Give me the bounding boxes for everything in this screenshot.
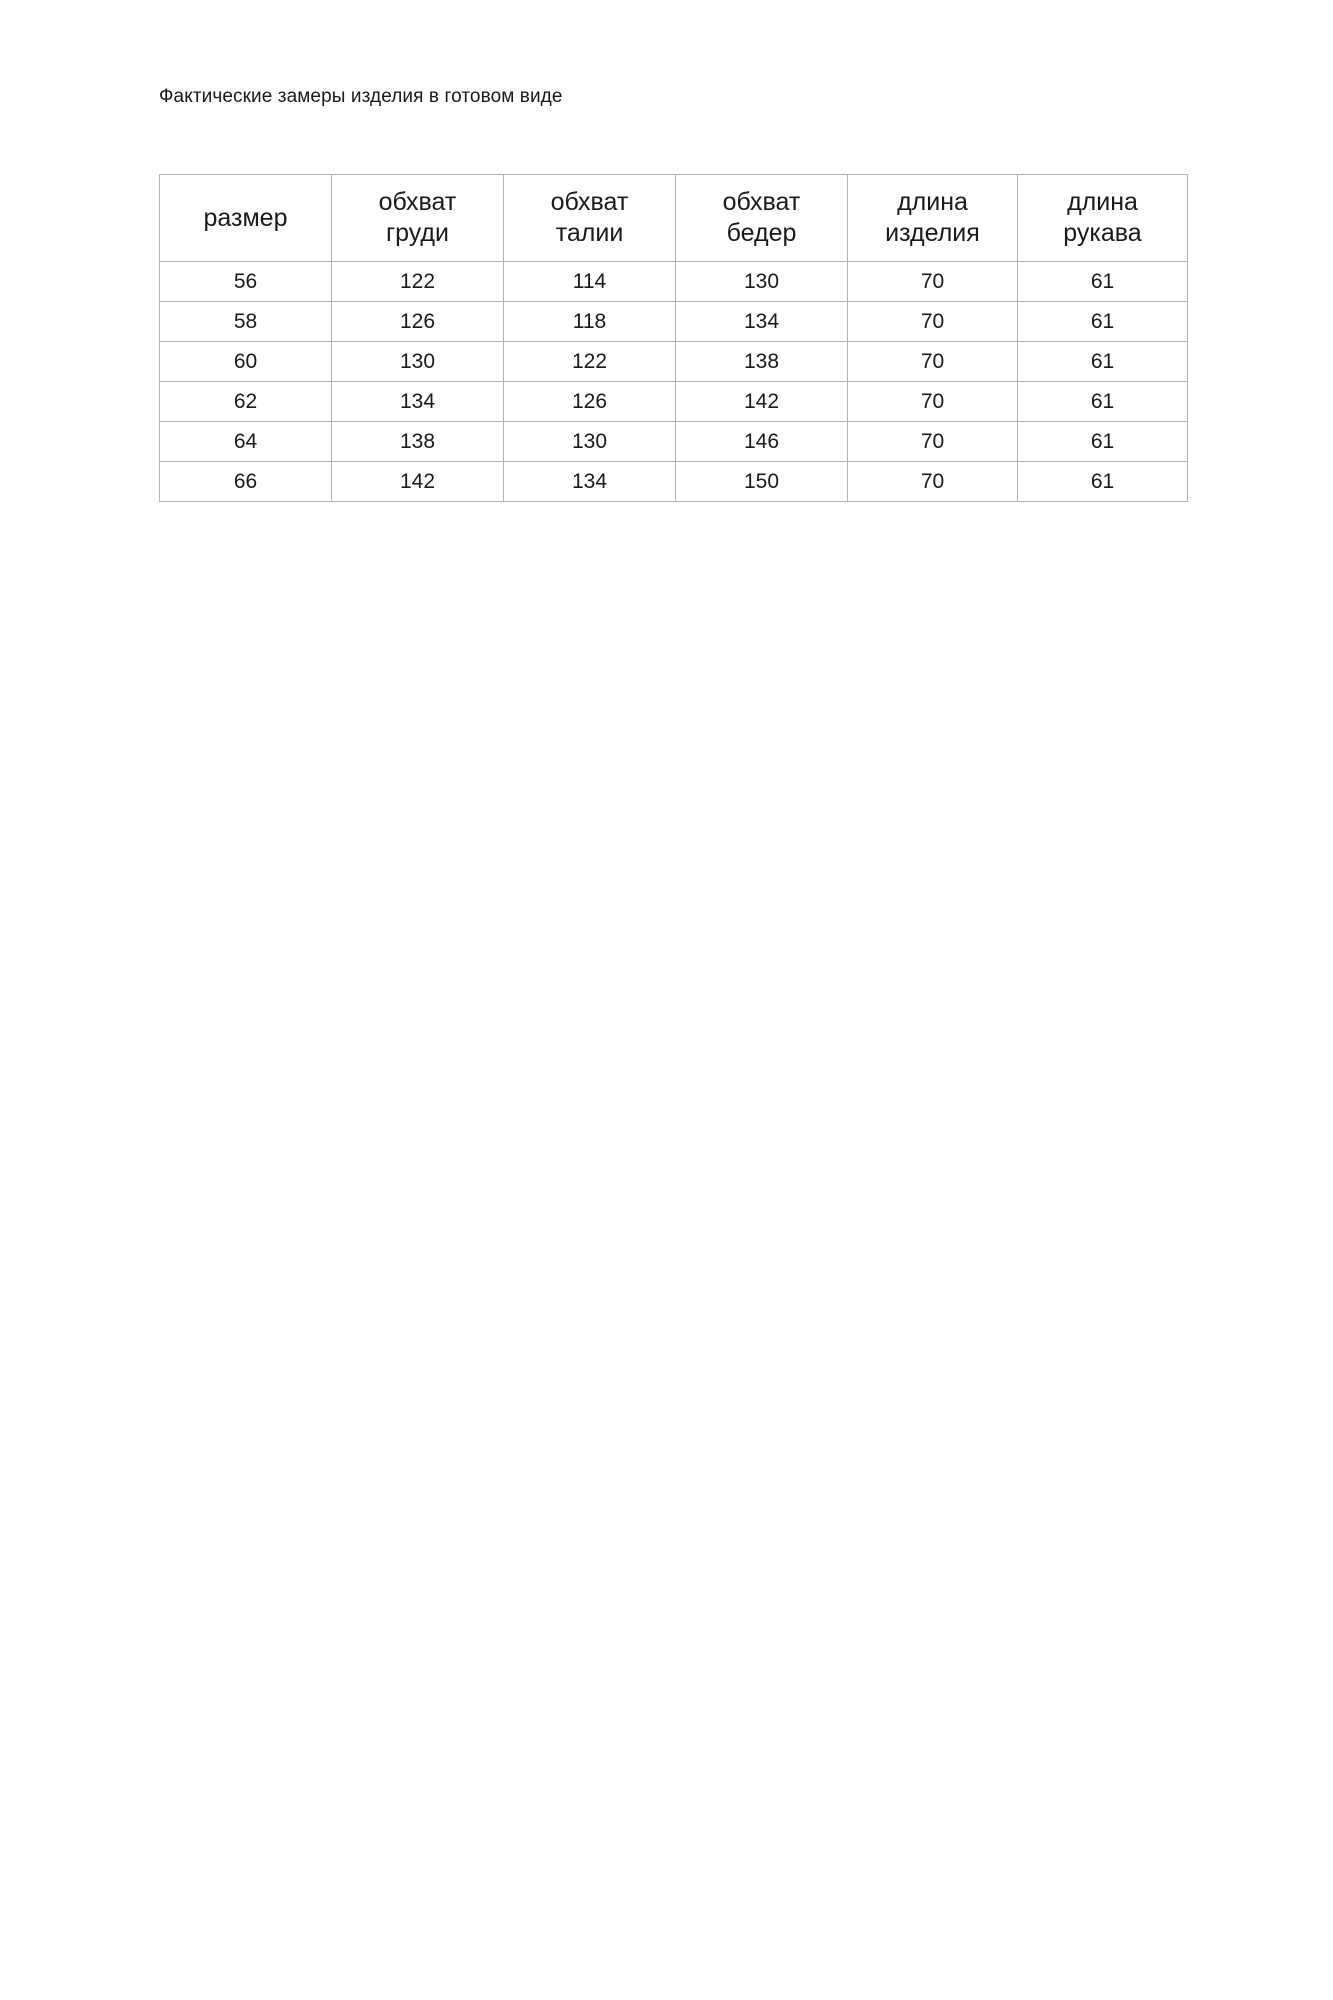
cell-garment-length: 70 xyxy=(848,302,1018,342)
cell-hips: 146 xyxy=(676,422,848,462)
cell-garment-length: 70 xyxy=(848,382,1018,422)
cell-sleeve-length: 61 xyxy=(1018,302,1188,342)
cell-chest: 122 xyxy=(332,262,504,302)
cell-size: 58 xyxy=(160,302,332,342)
cell-size: 66 xyxy=(160,462,332,502)
column-header-chest xyxy=(332,175,504,262)
column-header-size xyxy=(160,175,332,262)
cell-waist: 130 xyxy=(504,422,676,462)
cell-hips: 130 xyxy=(676,262,848,302)
column-header-garment-length-line1: длина xyxy=(897,188,968,216)
table-row xyxy=(160,382,1188,422)
column-header-hips-line2: бедер xyxy=(726,219,797,247)
column-header-chest-line2: груди xyxy=(386,219,449,247)
cell-chest: 138 xyxy=(332,422,504,462)
cell-waist: 118 xyxy=(504,302,676,342)
table-row xyxy=(160,342,1188,382)
column-header-waist xyxy=(504,175,676,262)
cell-hips: 150 xyxy=(676,462,848,502)
size-measurements-table xyxy=(159,174,1188,502)
page-title: Фактические замеры изделия в готовом виде xyxy=(159,86,563,107)
column-header-sleeve-length xyxy=(1018,175,1188,262)
cell-garment-length: 70 xyxy=(848,422,1018,462)
cell-hips: 138 xyxy=(676,342,848,382)
table-row xyxy=(160,262,1188,302)
cell-chest: 142 xyxy=(332,462,504,502)
cell-chest: 130 xyxy=(332,342,504,382)
cell-chest: 126 xyxy=(332,302,504,342)
column-header-garment-length xyxy=(848,175,1018,262)
cell-waist: 126 xyxy=(504,382,676,422)
cell-waist: 134 xyxy=(504,462,676,502)
cell-sleeve-length: 61 xyxy=(1018,262,1188,302)
cell-hips: 134 xyxy=(676,302,848,342)
column-header-waist-line2: талии xyxy=(555,219,624,247)
column-header-chest-line1: обхват xyxy=(378,188,457,216)
cell-chest: 134 xyxy=(332,382,504,422)
cell-garment-length: 70 xyxy=(848,342,1018,382)
column-header-hips-line1: обхват xyxy=(722,188,801,216)
cell-garment-length: 70 xyxy=(848,462,1018,502)
table-row xyxy=(160,462,1188,502)
column-header-sleeve-length-line1: длина xyxy=(1067,188,1138,216)
column-header-size-line1: размер xyxy=(203,203,288,232)
cell-sleeve-length: 61 xyxy=(1018,462,1188,502)
table-row xyxy=(160,302,1188,342)
column-header-waist-line1: обхват xyxy=(550,188,629,216)
cell-size: 60 xyxy=(160,342,332,382)
cell-sleeve-length: 61 xyxy=(1018,382,1188,422)
cell-sleeve-length: 61 xyxy=(1018,422,1188,462)
column-header-sleeve-length-line2: рукава xyxy=(1063,219,1142,247)
cell-sleeve-length: 61 xyxy=(1018,342,1188,382)
table-header-row xyxy=(160,175,1188,262)
cell-waist: 122 xyxy=(504,342,676,382)
column-header-hips xyxy=(676,175,848,262)
cell-waist: 114 xyxy=(504,262,676,302)
cell-garment-length: 70 xyxy=(848,262,1018,302)
cell-hips: 142 xyxy=(676,382,848,422)
table-row xyxy=(160,422,1188,462)
column-header-garment-length-line2: изделия xyxy=(885,219,980,247)
cell-size: 56 xyxy=(160,262,332,302)
cell-size: 62 xyxy=(160,382,332,422)
cell-size: 64 xyxy=(160,422,332,462)
